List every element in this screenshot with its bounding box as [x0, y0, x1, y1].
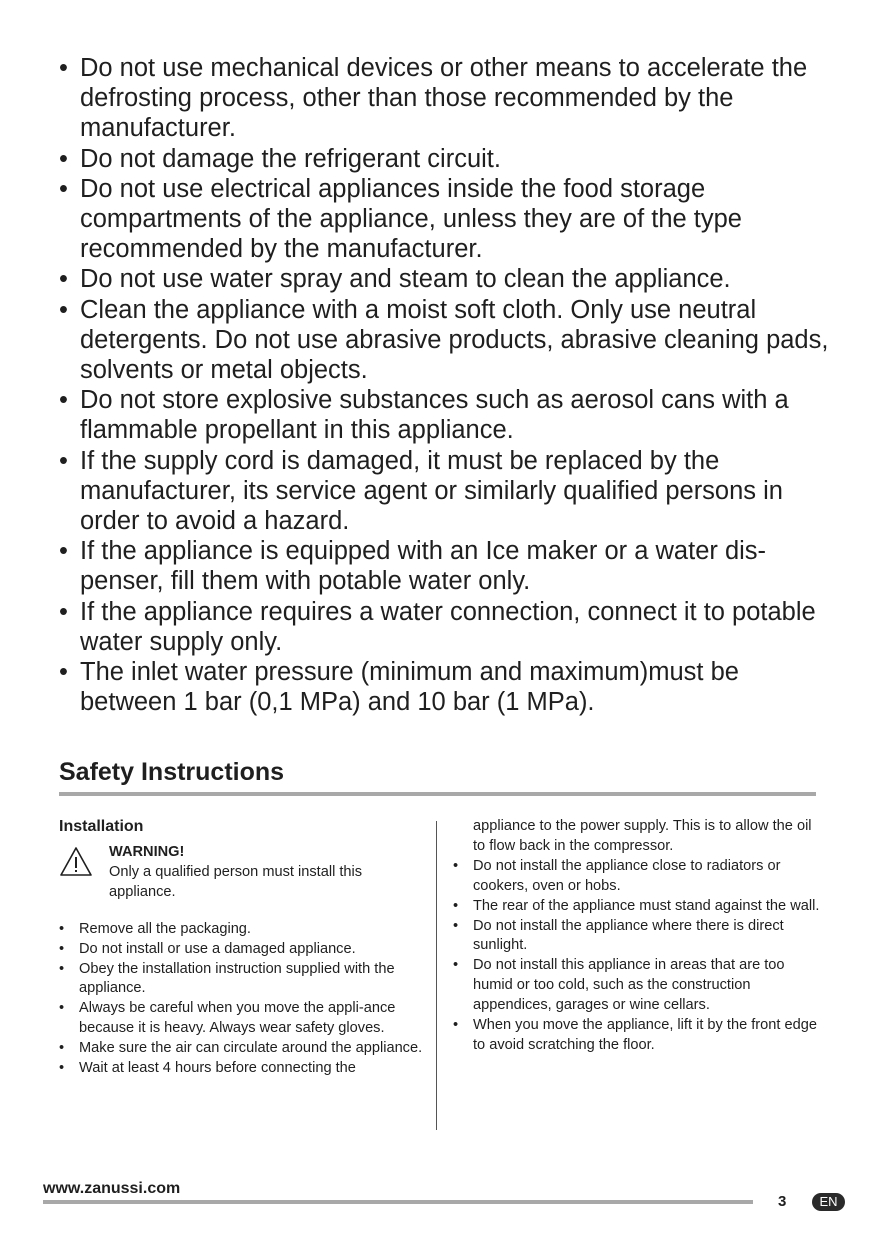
bullet-icon: • [453, 897, 459, 914]
list-item [59, 1039, 424, 1059]
list-item-text: Do not use electrical appliances inside the food storage compartments of the appliance, unless they are of the type recommended by the manufacturer. [80, 174, 742, 264]
list-item-text: Clean the appliance with a moist soft cloth. Only use neutral detergents. Do not use abrasive products, abrasive cleaning pads, solvents or metal objects. [80, 295, 829, 385]
top-safety-list [59, 53, 829, 717]
warning-icon [59, 846, 93, 878]
warning-title: WARNING! [109, 844, 185, 860]
bullet-icon: • [59, 960, 65, 977]
page-number: 3 [778, 1193, 787, 1210]
warning-box [59, 843, 424, 903]
list-item-text: If the appliance is equipped with an Ice maker or a water dis-penser, fill them with potable water only. [80, 537, 767, 596]
installation-column-left [59, 817, 424, 1079]
bullet-icon: • [59, 295, 68, 324]
list-item [59, 385, 829, 445]
column-divider [436, 821, 437, 1130]
warning-text: Only a qualified person must install this appliance. [109, 863, 363, 900]
list-item [453, 917, 823, 957]
bullet-icon: • [453, 1017, 459, 1034]
list-item-text: Do not use mechanical devices or other means to accelerate the defrosting process, other than those recommended by the manufacturer. [80, 54, 808, 143]
language-badge: EN [812, 1193, 845, 1211]
bullet-icon: • [59, 537, 68, 566]
list-item-text: If the appliance requires a water connection, connect it to potable water supply only. [80, 597, 816, 656]
bullet-icon: • [59, 920, 65, 937]
bullet-icon: • [59, 144, 68, 173]
bullet-icon: • [59, 597, 68, 626]
list-item [59, 657, 829, 717]
list-item [59, 920, 424, 940]
bullet-icon: • [59, 1060, 65, 1077]
continued-text: appliance to the power supply. This is to allow the oil to flow back in the compressor. [473, 818, 812, 854]
list-item-text: Do not store explosive substances such as aerosol cans with a flammable propellant in this appliance. [80, 386, 789, 445]
list-item-text: The inlet water pressure (minimum and maximum)must be between 1 bar (0,1 MPa) and 10 bar (1 MPa). [80, 658, 739, 717]
list-item [59, 536, 829, 596]
list-item-text: Do not install the appliance close to radiators or cookers, oven or hobs. [473, 857, 781, 894]
footer-website-link[interactable]: www.zanussi.com [43, 1180, 181, 1197]
list-item [59, 960, 424, 1000]
installation-heading: Installation [59, 818, 144, 835]
bullet-icon: • [59, 1040, 65, 1057]
list-item-text: Do not install the appliance where there is direct sunlight. [473, 917, 784, 954]
installation-column-right [453, 817, 823, 1056]
list-item [59, 264, 829, 294]
bullet-icon: • [59, 54, 68, 82]
list-item [59, 1059, 424, 1079]
list-item [59, 174, 829, 265]
list-item-text: Obey the installation instruction supplied with the appliance. [79, 960, 395, 997]
list-item [59, 940, 424, 960]
bullet-icon: • [453, 857, 459, 874]
bullet-icon: • [59, 1000, 65, 1017]
section-divider [59, 792, 816, 796]
list-item [59, 53, 829, 144]
list-item-text: If the supply cord is damaged, it must be replaced by the manufacturer, its service agent or similarly qualified persons in order to avoid a hazard. [80, 446, 783, 536]
footer-divider [43, 1200, 753, 1204]
bullet-icon: • [59, 940, 65, 957]
bullet-icon: • [59, 386, 68, 415]
bullet-icon: • [453, 917, 459, 934]
list-item [453, 1016, 823, 1056]
list-item-text: Always be careful when you move the appli-ance because it is heavy. Always wear safety gloves. [79, 1000, 396, 1037]
bullet-icon: • [59, 658, 68, 687]
bullet-icon: • [453, 957, 459, 974]
list-item [453, 956, 823, 1016]
list-item-text: When you move the appliance, lift it by the front edge to avoid scratching the floor. [473, 1017, 817, 1053]
section-title: Safety Instructions [59, 758, 285, 786]
list-item [59, 144, 829, 174]
list-item [59, 295, 829, 386]
bullet-icon: • [59, 265, 68, 294]
list-item-text: Do not use water spray and steam to clean the appliance. [80, 265, 731, 294]
list-item-text: The rear of the appliance must stand against the wall. [473, 897, 820, 914]
list-item [59, 597, 829, 657]
list-item-text: Remove all the packaging. [79, 920, 251, 937]
list-item [59, 999, 424, 1039]
list-item [453, 897, 823, 917]
list-item-text: Do not damage the refrigerant circuit. [80, 144, 501, 173]
bullet-icon: • [59, 446, 68, 475]
list-item [453, 857, 823, 897]
list-item-text: Do not install or use a damaged appliance. [79, 940, 356, 957]
list-item [59, 446, 829, 537]
list-item-text: Make sure the air can circulate around the appliance. [79, 1040, 423, 1057]
list-item-text: Wait at least 4 hours before connecting the [79, 1060, 356, 1077]
bullet-icon: • [59, 174, 68, 203]
list-item-text: Do not install this appliance in areas that are too humid or too cold, such as the construction appendices, garages or wine cellars. [473, 957, 785, 1014]
